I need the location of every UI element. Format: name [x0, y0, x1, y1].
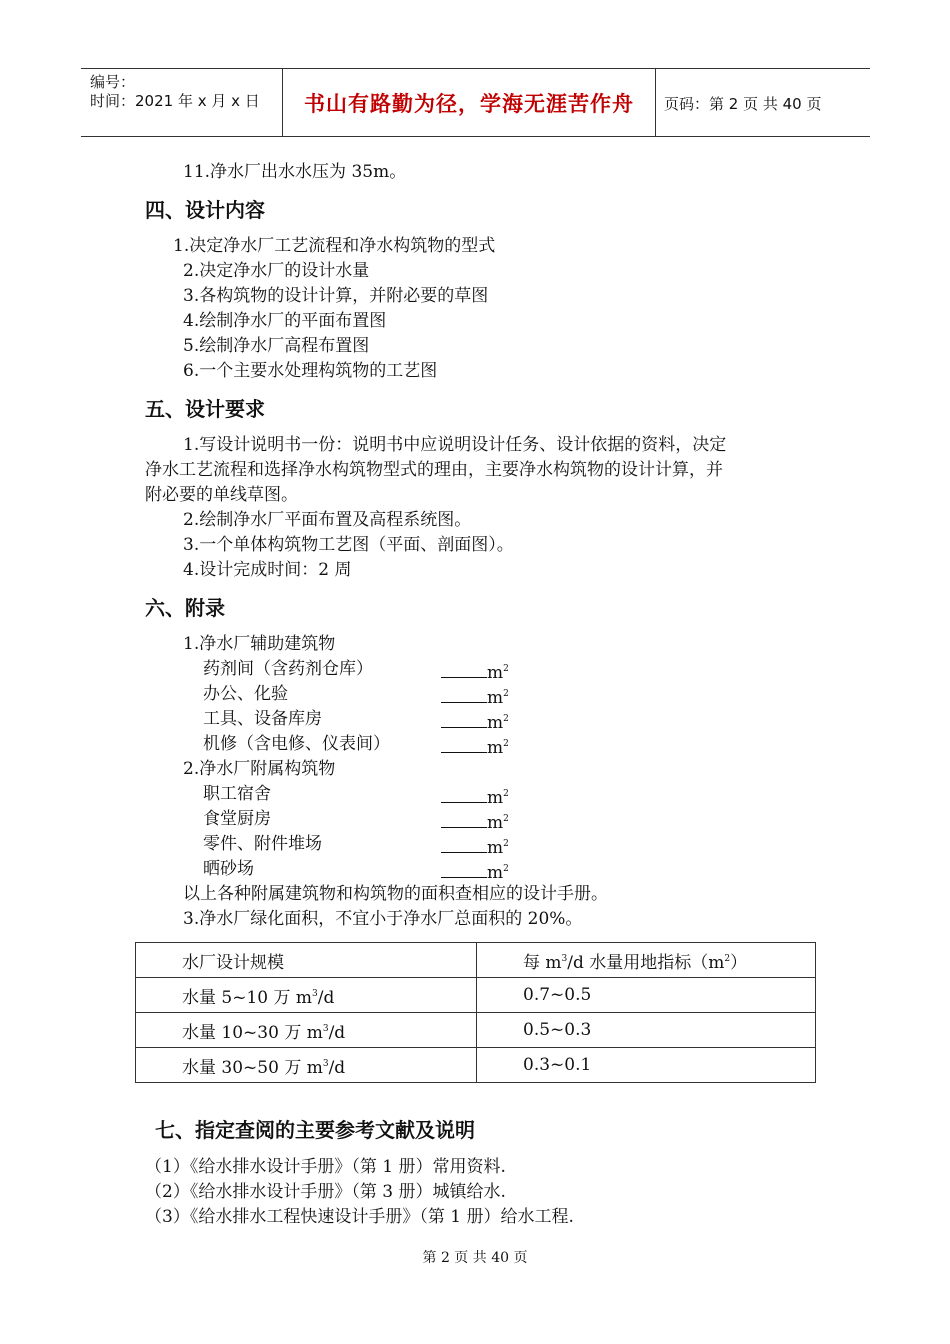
reference-item: （1）《给水排水设计手册》（第 1 册）常用资料.	[145, 1157, 506, 1177]
header-motto: 书山有路勤为径，学海无涯苦作舟	[304, 92, 634, 116]
area-item-label: 职工宿舍	[203, 784, 271, 804]
table-cell-scale: 水量 30~50 万 $m^3/d$	[136, 1048, 477, 1083]
header-page-label: 页码：第 2 页 共 40 页	[664, 95, 822, 113]
section-4-item: 1.决定净水厂工艺流程和净水构筑物的型式	[173, 236, 496, 256]
table-header-row	[136, 943, 816, 978]
section-5-para-line: 1.写设计说明书一份：说明书中应说明设计任务、设计依据的资料，决定	[183, 435, 727, 455]
section-5-item: 3.一个单体构筑物工艺图（平面、剖面图）。	[183, 535, 514, 555]
section-4-item: 5.绘制净水厂高程布置图	[183, 336, 370, 356]
land-use-table	[135, 942, 816, 1083]
fill-blank	[441, 813, 487, 828]
fill-blank	[441, 713, 487, 728]
table-row	[136, 1048, 816, 1083]
section-5-para-line: 附必要的单线草图。	[145, 485, 298, 505]
table-cell-scale: 水量 5~10 万 $m^3/d$	[136, 978, 477, 1013]
fill-blank	[441, 663, 487, 678]
reference-item: （2）《给水排水设计手册》（第 3 册）城镇给水.	[145, 1182, 506, 1202]
area-item-label: 办公、化验	[203, 684, 288, 704]
area-unit: $m^2$	[441, 658, 509, 684]
area-unit: $m^2$	[441, 683, 509, 709]
section-4-item: 2.决定净水厂的设计水量	[183, 261, 370, 281]
section-7-title: 七、指定查阅的主要参考文献及说明	[155, 1118, 475, 1142]
table-header-cell: 水厂设计规模	[136, 943, 477, 978]
section-5-item: 2.绘制净水厂平面布置及高程系统图。	[183, 510, 472, 530]
header-date-label: 时间：2021 年 x 月 x 日	[90, 92, 260, 110]
section-6-group-title: 1.净水厂辅助建筑物	[183, 634, 336, 654]
area-item	[203, 808, 523, 833]
page-footer: 第 2 页 共 40 页	[422, 1250, 528, 1266]
table-row	[136, 978, 816, 1013]
header-number-label: 编号：	[90, 73, 136, 91]
section-4-item: 6.一个主要水处理构筑物的工艺图	[183, 361, 438, 381]
table-cell-scale: 水量 10~30 万 $m^3/d$	[136, 1013, 477, 1048]
area-unit: $m^2$	[441, 733, 509, 759]
section-4-item: 3.各构筑物的设计计算，并附必要的草图	[183, 286, 489, 306]
section-6-title: 六、附录	[145, 596, 225, 620]
reference-item: （3）《给水排水工程快速设计手册》（第 1 册）给水工程.	[145, 1207, 574, 1227]
section-4-item: 4.绘制净水厂的平面布置图	[183, 311, 387, 331]
fill-blank	[441, 863, 487, 878]
area-item	[203, 708, 523, 733]
table-cell-index: 0.7~0.5	[477, 978, 816, 1013]
fill-blank	[441, 788, 487, 803]
section-6-item: 3.净水厂绿化面积，不宜小于净水厂总面积的 20%。	[183, 909, 583, 929]
table-cell-index: 0.3~0.1	[477, 1048, 816, 1083]
area-item	[203, 683, 523, 708]
area-item	[203, 783, 523, 808]
header-bottom-rule	[81, 136, 870, 137]
area-item-label: 零件、附件堆场	[203, 834, 322, 854]
area-item-label: 药剂间（含药剂仓库）	[203, 659, 373, 679]
fill-blank	[441, 838, 487, 853]
area-item-label: 机修（含电修、仪表间）	[203, 734, 390, 754]
fill-blank	[441, 738, 487, 753]
area-item	[203, 833, 523, 858]
section-6-group-title: 2.净水厂附属构筑物	[183, 759, 336, 779]
section-5-para-line: 净水工艺流程和选择净水构筑物型式的理由，主要净水构筑物的设计计算，并	[145, 460, 723, 480]
section-4-title: 四、设计内容	[145, 198, 265, 222]
area-item	[203, 658, 523, 683]
section-6-note: 以上各种附属建筑物和构筑物的面积查相应的设计手册。	[183, 884, 608, 904]
intro-item: 11.净水厂出水水压为 35m。	[183, 162, 407, 182]
area-item-label: 食堂厨房	[203, 809, 271, 829]
area-unit: $m^2$	[441, 833, 509, 859]
header-divider-right	[655, 68, 656, 136]
table-header-cell: 每 $m^3/d$ 水量用地指标$(m^2)$	[477, 943, 816, 978]
header-top-rule	[81, 68, 870, 69]
table-cell-index: 0.5~0.3	[477, 1013, 816, 1048]
area-item	[203, 733, 523, 758]
fill-blank	[441, 688, 487, 703]
area-item-label: 晒砂场	[203, 859, 254, 879]
area-item-label: 工具、设备库房	[203, 709, 322, 729]
area-unit: $m^2$	[441, 808, 509, 834]
section-5-title: 五、设计要求	[145, 397, 265, 421]
area-unit: $m^2$	[441, 783, 509, 809]
area-unit: $m^2$	[441, 858, 509, 884]
table-row	[136, 1013, 816, 1048]
section-5-item: 4.设计完成时间：2 周	[183, 560, 352, 580]
area-item	[203, 858, 523, 883]
area-unit: $m^2$	[441, 708, 509, 734]
